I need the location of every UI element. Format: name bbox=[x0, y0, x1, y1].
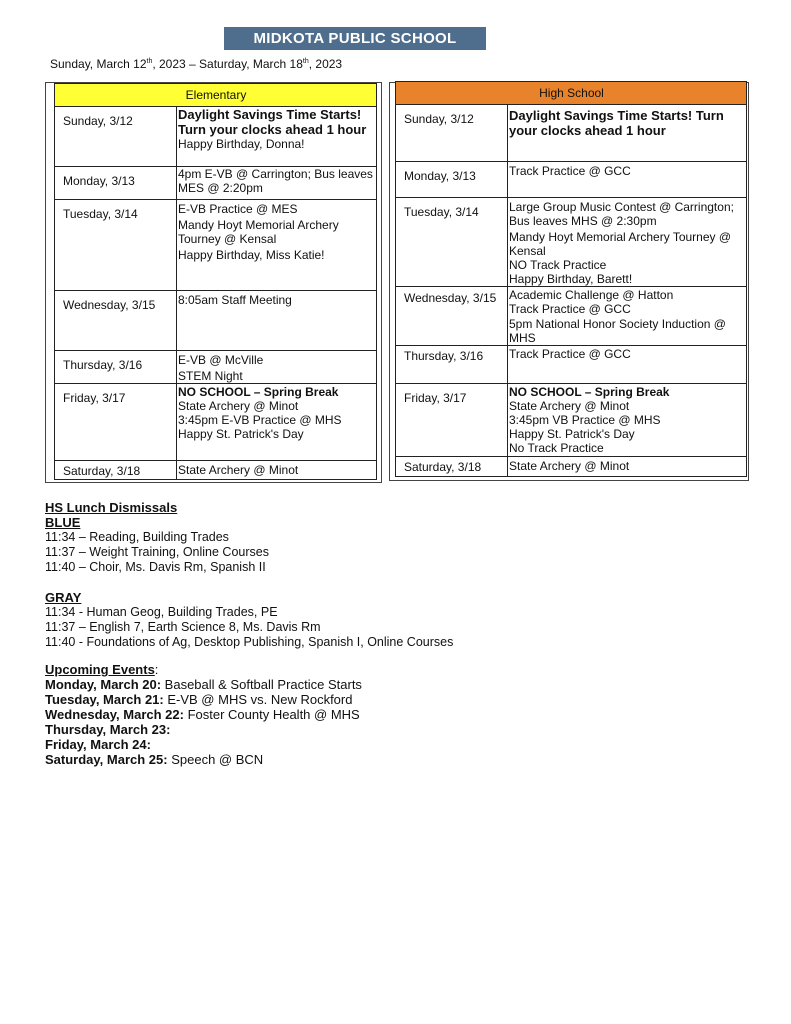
event-day: Thursday, March 23: bbox=[45, 722, 171, 737]
event-text: Foster County Health @ MHS bbox=[183, 707, 360, 722]
date-range bbox=[50, 57, 342, 71]
day-cell: Tuesday, 3/14 bbox=[55, 200, 177, 291]
day-cell: Friday, 3/17 bbox=[396, 384, 508, 457]
event-text: E-VB @ MHS vs. New Rockford bbox=[163, 692, 353, 707]
blue-label: BLUE bbox=[45, 515, 81, 530]
event-text: Track Practice @ GCC bbox=[509, 302, 631, 316]
events-cell bbox=[177, 384, 377, 461]
event-text: Happy Birthday, Miss Katie! bbox=[178, 248, 325, 262]
day-cell: Saturday, 3/18 bbox=[55, 461, 177, 480]
event-text: 4pm E-VB @ Carrington; Bus leaves MES @ 2:20pm bbox=[178, 167, 373, 195]
event-text: 8:05am Staff Meeting bbox=[178, 293, 292, 307]
list-item: 11:37 – English 7, Earth Science 8, Ms. Davis Rm bbox=[45, 620, 321, 634]
events-cell bbox=[508, 198, 747, 287]
event-text: No Track Practice bbox=[509, 441, 604, 455]
list-item bbox=[45, 677, 362, 692]
event-day: Wednesday, March 22: bbox=[45, 707, 184, 722]
day-cell: Monday, 3/13 bbox=[55, 167, 177, 200]
table-row bbox=[396, 346, 747, 384]
list-item: 11:34 - Human Geog, Building Trades, PE bbox=[45, 605, 278, 619]
day-cell: Wednesday, 3/15 bbox=[55, 291, 177, 351]
event-text: E-VB Practice @ MES bbox=[178, 202, 298, 216]
event-text: State Archery @ Minot bbox=[178, 463, 299, 477]
event-text: State Archery @ Minot bbox=[509, 459, 630, 473]
event-text: Large Group Music Contest @ Carrington; Bus leaves MHS @ 2:30pm bbox=[509, 200, 734, 228]
gray-label: GRAY bbox=[45, 590, 82, 605]
upcoming-events-section bbox=[45, 662, 362, 767]
event-text: NO Track Practice bbox=[509, 258, 607, 272]
events-cell bbox=[508, 457, 747, 477]
date-range-mid: , 2023 – Saturday, March 18 bbox=[152, 57, 303, 71]
table-row bbox=[55, 107, 377, 167]
event-text: 3:45pm E-VB Practice @ MHS bbox=[178, 413, 342, 427]
table-row bbox=[55, 351, 377, 384]
table-row bbox=[55, 291, 377, 351]
event-text: Baseball & Softball Practice Starts bbox=[161, 677, 362, 692]
table-row bbox=[55, 167, 377, 200]
event-text: STEM Night bbox=[178, 369, 243, 383]
date-range-end-sup: th bbox=[302, 58, 309, 65]
event-text: Happy St. Patrick's Day bbox=[178, 427, 304, 441]
events-cell bbox=[508, 105, 747, 162]
event-text: Happy Birthday, Donna! bbox=[178, 137, 305, 151]
high-school-schedule-table bbox=[395, 81, 747, 477]
day-cell: Friday, 3/17 bbox=[55, 384, 177, 461]
events-cell bbox=[508, 162, 747, 198]
lunch-heading: HS Lunch Dismissals bbox=[45, 500, 178, 515]
event-text: Track Practice @ GCC bbox=[509, 347, 631, 361]
events-cell bbox=[177, 351, 377, 384]
event-text: NO SCHOOL – Spring Break bbox=[509, 385, 670, 399]
event-day: Monday, March 20: bbox=[45, 677, 162, 692]
events-cell bbox=[508, 287, 747, 346]
page-title: MIDKOTA PUBLIC SCHOOL bbox=[224, 27, 486, 50]
high-school-header: High School bbox=[396, 82, 747, 105]
day-cell: Wednesday, 3/15 bbox=[396, 287, 508, 346]
list-item bbox=[45, 692, 362, 707]
event-text: Mandy Hoyt Memorial Archery Tourney @ Kensal bbox=[178, 218, 339, 246]
event-text: Academic Challenge @ Hatton bbox=[509, 288, 674, 302]
event-text: State Archery @ Minot bbox=[178, 399, 299, 413]
date-range-start: Sunday, March 12 bbox=[50, 57, 147, 71]
day-cell: Sunday, 3/12 bbox=[55, 107, 177, 167]
list-item: 11:40 - Foundations of Ag, Desktop Publishing, Spanish I, Online Courses bbox=[45, 635, 454, 649]
event-day: Tuesday, March 21: bbox=[45, 692, 164, 707]
event-text: 3:45pm VB Practice @ MHS bbox=[509, 413, 661, 427]
elementary-header: Elementary bbox=[55, 84, 377, 107]
table-row bbox=[396, 457, 747, 477]
table-row bbox=[396, 384, 747, 457]
table-row bbox=[396, 162, 747, 198]
upcoming-heading-text: Upcoming Events bbox=[45, 662, 155, 677]
list-item: 11:37 – Weight Training, Online Courses bbox=[45, 545, 269, 559]
lunch-dismissals-section bbox=[45, 500, 453, 650]
events-cell bbox=[508, 346, 747, 384]
list-item bbox=[45, 737, 362, 752]
event-text: Speech @ BCN bbox=[167, 752, 264, 767]
day-cell: Saturday, 3/18 bbox=[396, 457, 508, 477]
event-day: Friday, March 24: bbox=[45, 737, 151, 752]
date-range-start-sup: th bbox=[146, 58, 153, 65]
events-cell bbox=[508, 384, 747, 457]
day-cell: Monday, 3/13 bbox=[396, 162, 508, 198]
event-text: NO SCHOOL – Spring Break bbox=[178, 385, 339, 399]
elementary-schedule-table bbox=[54, 83, 377, 480]
event-text: Daylight Savings Time Starts! Turn your clocks ahead 1 hour bbox=[509, 108, 724, 138]
table-row bbox=[55, 461, 377, 480]
event-text: Track Practice @ GCC bbox=[509, 164, 631, 178]
list-item bbox=[45, 752, 362, 767]
event-day: Saturday, March 25: bbox=[45, 752, 168, 767]
table-row bbox=[396, 198, 747, 287]
table-row bbox=[55, 384, 377, 461]
list-item bbox=[45, 707, 362, 722]
event-text: Happy Birthday, Barett! bbox=[509, 272, 633, 286]
list-item bbox=[45, 722, 362, 737]
day-cell: Tuesday, 3/14 bbox=[396, 198, 508, 287]
table-row bbox=[396, 105, 747, 162]
event-text: Happy St. Patrick's Day bbox=[509, 427, 635, 441]
day-cell: Sunday, 3/12 bbox=[396, 105, 508, 162]
events-cell bbox=[177, 200, 377, 291]
events-cell bbox=[177, 291, 377, 351]
event-text: 5pm National Honor Society Induction @ MHS bbox=[509, 317, 726, 345]
events-cell bbox=[177, 461, 377, 480]
list-item: 11:40 – Choir, Ms. Davis Rm, Spanish II bbox=[45, 560, 266, 574]
event-text: Daylight Savings Time Starts! Turn your clocks ahead 1 hour bbox=[178, 107, 367, 137]
table-row bbox=[396, 287, 747, 346]
events-cell bbox=[177, 167, 377, 200]
event-text: Mandy Hoyt Memorial Archery Tourney @ Kensal bbox=[509, 230, 732, 258]
table-row bbox=[55, 200, 377, 291]
event-text: E-VB @ McVille bbox=[178, 353, 264, 367]
day-cell: Thursday, 3/16 bbox=[55, 351, 177, 384]
upcoming-heading-colon: : bbox=[154, 662, 159, 677]
events-cell bbox=[177, 107, 377, 167]
upcoming-heading bbox=[45, 662, 362, 677]
date-range-end: , 2023 bbox=[308, 57, 343, 71]
list-item: 11:34 – Reading, Building Trades bbox=[45, 530, 229, 544]
event-text: State Archery @ Minot bbox=[509, 399, 630, 413]
day-cell: Thursday, 3/16 bbox=[396, 346, 508, 384]
